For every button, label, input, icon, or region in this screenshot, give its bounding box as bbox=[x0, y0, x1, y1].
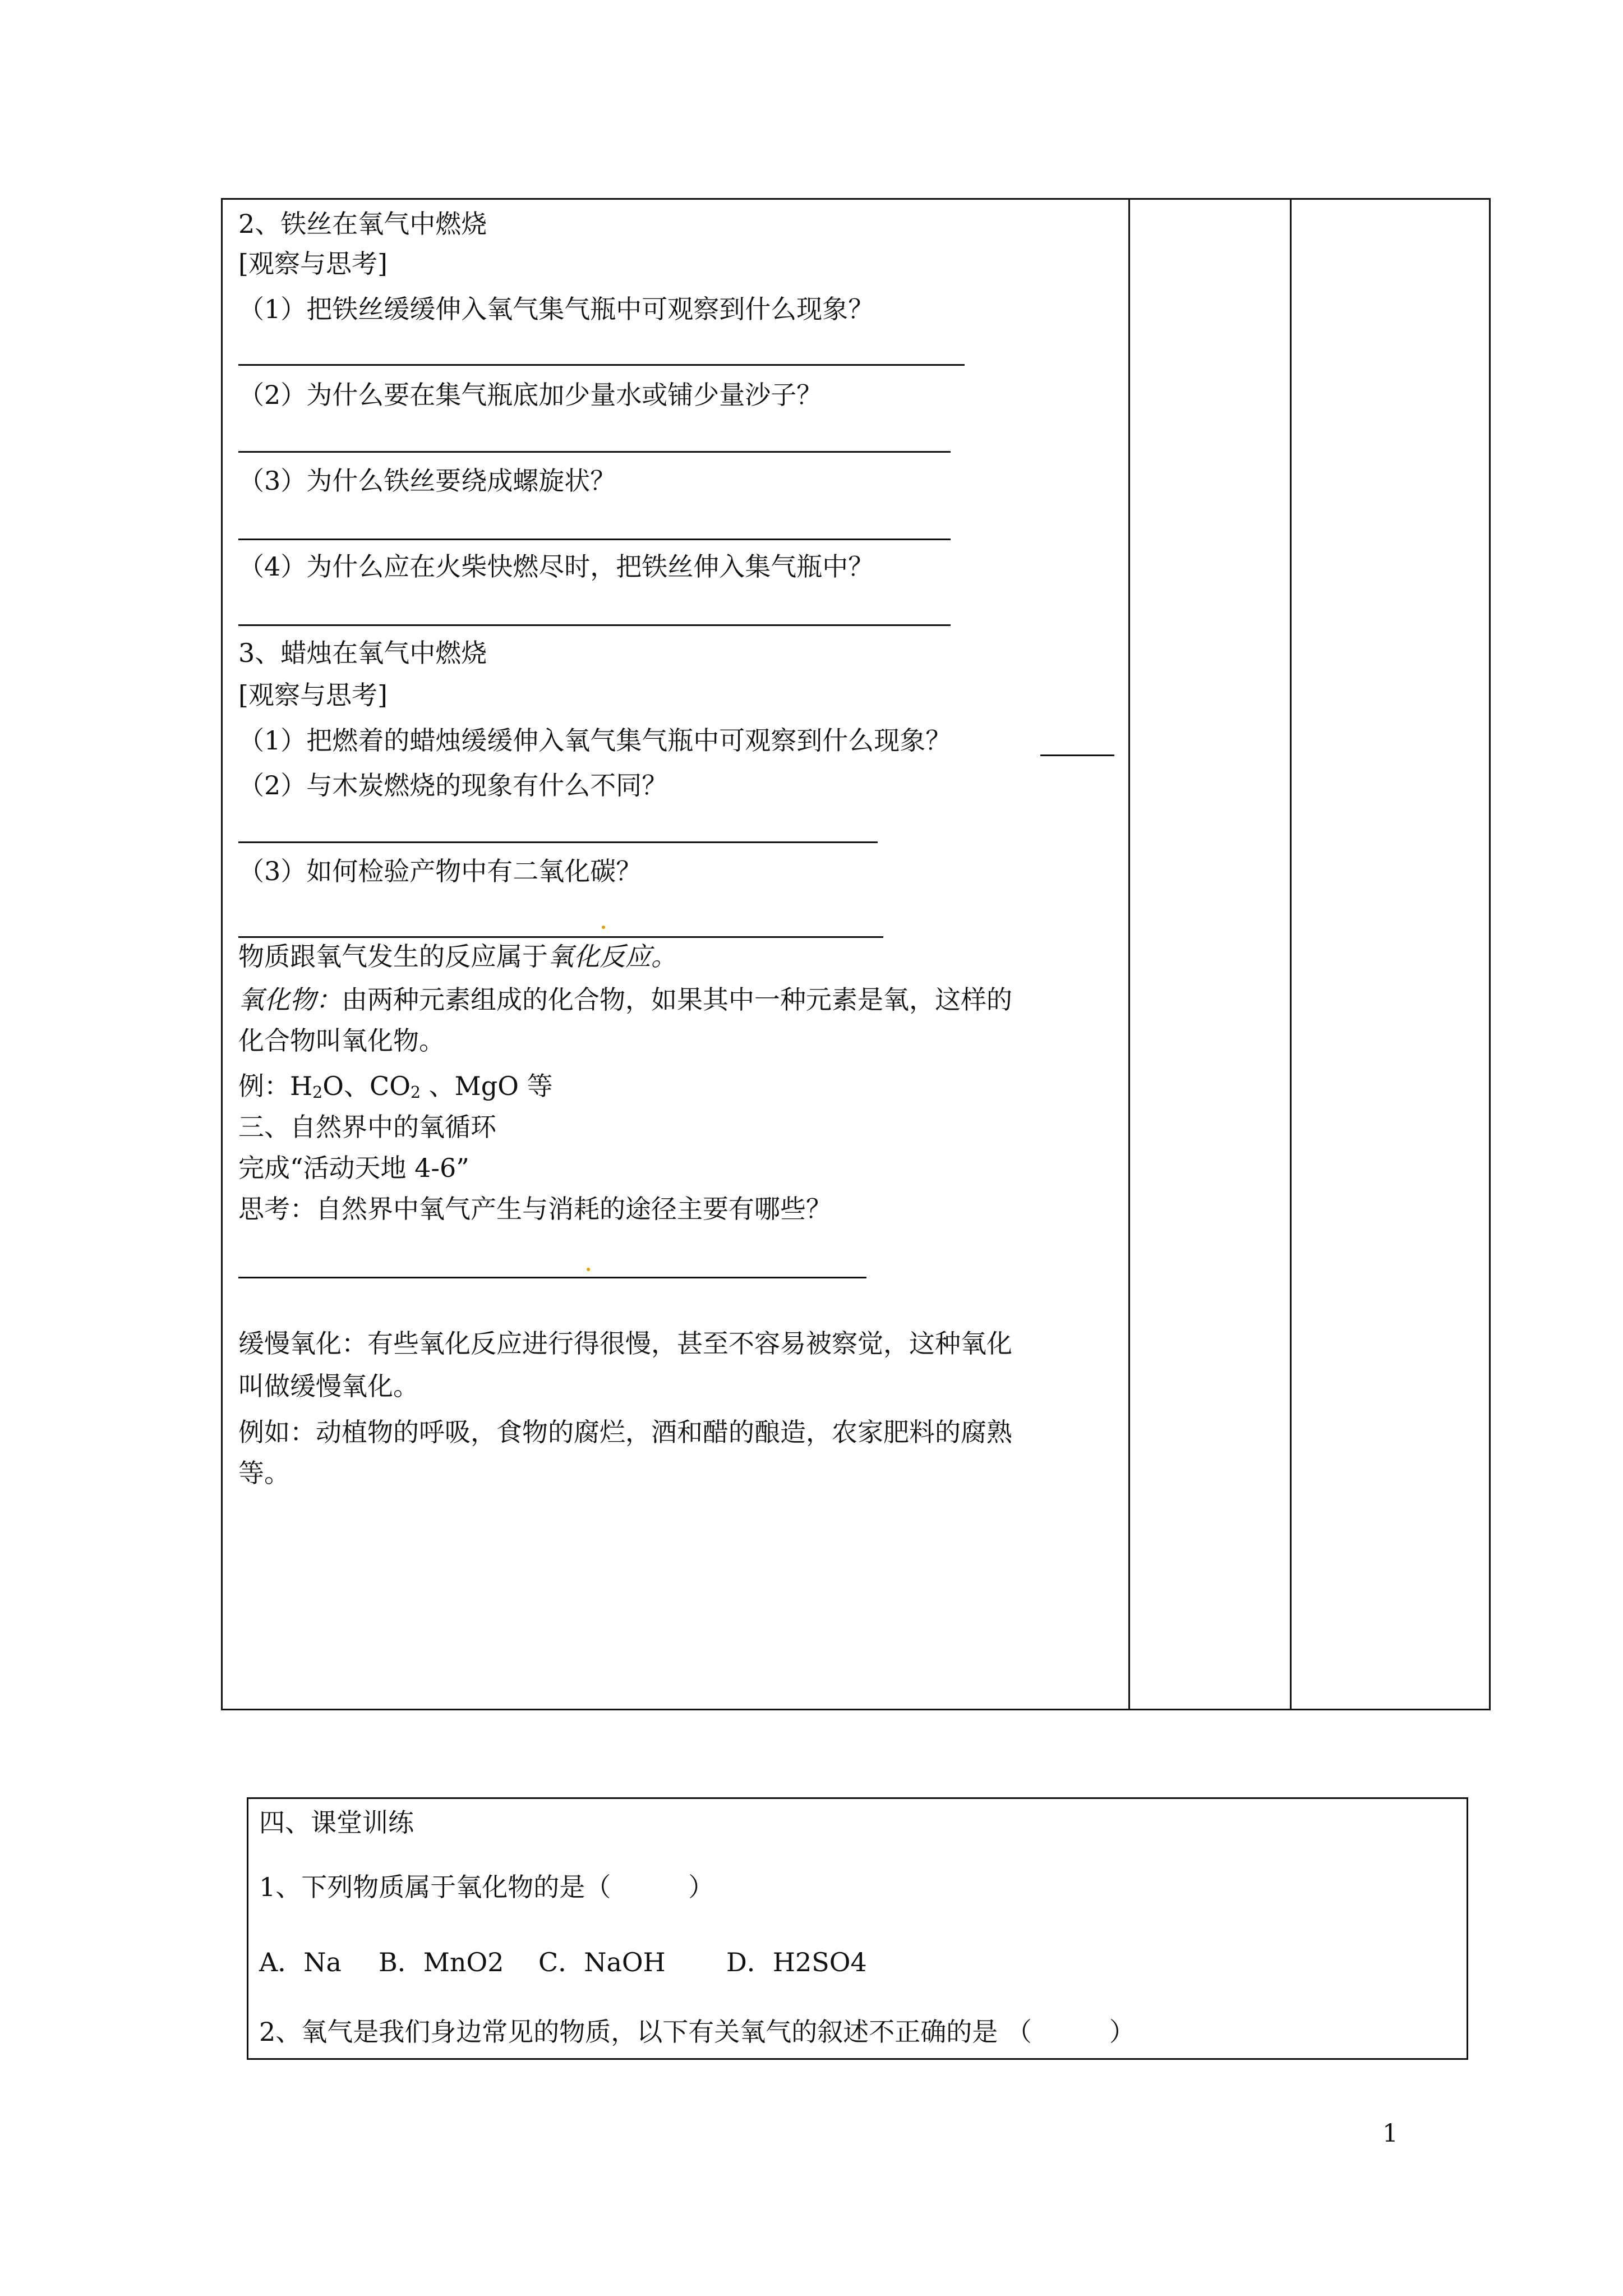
section-3-title: 3、蜡烛在氧气中燃烧 bbox=[238, 638, 487, 668]
oxide-definition-text: 由两种元素组成的化合物，如果其中一种元素是氧，这样的 bbox=[342, 984, 1012, 1015]
oxide-term: 氧化物： bbox=[238, 984, 342, 1015]
oxidation-reaction-line bbox=[238, 941, 677, 972]
answer-line bbox=[238, 451, 951, 453]
question: （3）为什么铁丝要绕成螺旋状？ bbox=[238, 466, 616, 496]
answer-line bbox=[238, 364, 965, 366]
oxide-definition-cont: 化合物叫氧化物。 bbox=[238, 1025, 445, 1056]
practice-question-2: 2、氧气是我们身边常见的物质，以下有关氧气的叙述不正确的是 （ ） bbox=[259, 2017, 1135, 2047]
option-d: D．H2SO4 bbox=[726, 1947, 867, 1977]
oxidation-term: 氧化反应。 bbox=[548, 941, 677, 972]
answer-line bbox=[238, 936, 883, 938]
question: （1）把铁丝缓缓伸入氧气集气瓶中可观察到什么现象？ bbox=[238, 294, 874, 324]
subscript: 2 bbox=[410, 1083, 421, 1102]
practice-title: 四、课堂训练 bbox=[259, 1807, 414, 1838]
formula: 、MgO 等 bbox=[421, 1071, 553, 1101]
option-a: A．Na bbox=[259, 1947, 342, 1977]
answer-line bbox=[238, 624, 951, 626]
stray-mark bbox=[602, 926, 605, 929]
question: （1）把燃着的蜡烛缓缓伸入氧气集气瓶中可观察到什么现象？ bbox=[238, 725, 952, 756]
practice-question-1: 1、下列物质属于氧化物的是（ ） bbox=[259, 1872, 714, 1902]
table-column-divider bbox=[1290, 198, 1292, 1710]
thinking-question: 思考：自然界中氧气产生与消耗的途径主要有哪些？ bbox=[238, 1194, 832, 1224]
activity-task: 完成“活动天地 4-6” bbox=[238, 1153, 469, 1183]
subscript: 2 bbox=[312, 1083, 323, 1102]
answer-line bbox=[238, 539, 951, 540]
formula: H bbox=[290, 1071, 313, 1101]
slow-oxidation-definition-cont: 叫做缓慢氧化。 bbox=[238, 1371, 419, 1401]
slow-oxidation-examples: 例如：动植物的呼吸，食物的腐烂，酒和醋的酿造，农家肥料的腐熟 bbox=[238, 1417, 1012, 1447]
question: （2）为什么要在集气瓶底加少量水或铺少量沙子？ bbox=[238, 380, 823, 410]
formula: O、CO bbox=[322, 1071, 411, 1101]
slow-oxidation-examples-cont: 等。 bbox=[238, 1458, 290, 1488]
answer-line bbox=[238, 1277, 866, 1278]
section-three-title: 三、自然界中的氧循环 bbox=[238, 1112, 496, 1142]
page-number: 1 bbox=[1382, 2119, 1398, 2148]
answer-line bbox=[238, 841, 878, 843]
oxide-examples bbox=[238, 1073, 553, 1101]
question: （2）与木炭燃烧的现象有什么不同？ bbox=[238, 770, 668, 800]
oxide-definition bbox=[238, 984, 1012, 1015]
option-b: B．MnO2 bbox=[379, 1947, 504, 1977]
oxidation-text: 物质跟氧气发生的反应属于 bbox=[238, 941, 548, 972]
option-c: C．NaOH bbox=[538, 1947, 666, 1977]
stray-mark bbox=[587, 1268, 590, 1271]
slow-oxidation-definition: 缓慢氧化：有些氧化反应进行得很慢，甚至不容易被察觉，这种氧化 bbox=[238, 1328, 1012, 1359]
question: （3）如何检验产物中有二氧化碳？ bbox=[238, 856, 642, 886]
observe-think-label: [观察与思考] bbox=[238, 249, 388, 279]
observe-think-label: [观察与思考] bbox=[238, 680, 388, 710]
example-label: 例： bbox=[238, 1071, 290, 1101]
table-column-divider bbox=[1128, 198, 1130, 1710]
question: （4）为什么应在火柴快燃尽时，把铁丝伸入集气瓶中？ bbox=[238, 551, 874, 582]
section-2-title: 2、铁丝在氧气中燃烧 bbox=[238, 209, 487, 239]
answer-line bbox=[1040, 754, 1114, 756]
